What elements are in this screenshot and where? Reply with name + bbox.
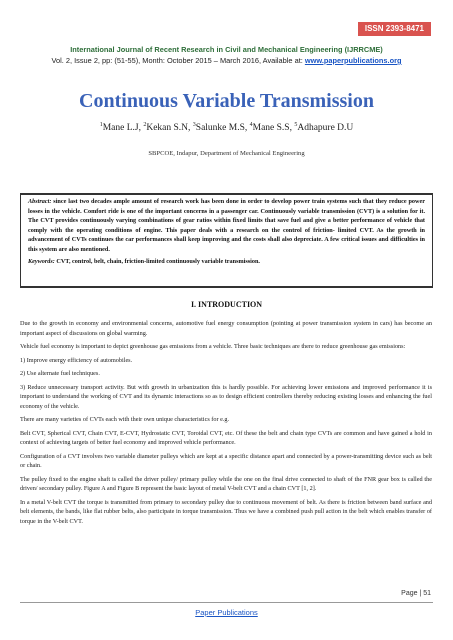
footer-divider (20, 602, 433, 603)
author-name: Adhapure D.U (297, 123, 354, 134)
body-paragraph: Due to the growth in economy and environmental concerns, automotive fuel energy consumption (pointing at power transmission system in cars) has become an important aspect of discussions on global warming. (20, 320, 432, 337)
abstract-box (20, 193, 433, 288)
keywords-paragraph (28, 257, 425, 267)
section-heading: I. INTRODUCTION (190, 300, 263, 309)
author-name: Mane L.J, (102, 123, 144, 134)
journal-info-text: Vol. 2, Issue 2, pp: (51-55), Month: October 2015 – March 2016, Available at: (51, 56, 305, 65)
author-sup: 3 (192, 122, 196, 128)
keywords-text: CVT, control, belt, chain, friction-limited continuously variable transmission. (54, 257, 260, 265)
body-paragraph: 1) Improve energy efficiency of automobiles. (20, 356, 133, 364)
body-paragraph: 2) Use alternate fuel techniques. (20, 370, 100, 377)
affiliation: SBPCOE, Indapur, Department of Mechanical Engineering (148, 150, 305, 157)
body-paragraph: There are many varieties of CVTs each with their own unique characteristics for e.g. (20, 416, 229, 423)
page-number: Page | 51 (401, 590, 431, 597)
abstract-label: Abstract: (28, 198, 52, 205)
journal-header (20, 44, 433, 66)
keywords-label: Keywords: (28, 257, 55, 265)
author-name: Kekan S.N, (146, 123, 193, 134)
author-name: Mane S.S, (252, 123, 295, 134)
abstract-text: since last two decades ample amount of research work has been done in order to develop power train systems such that they reduce power losses in the vehicle. Comfort ride is one of the important concerns in a passenger car. Continuously variable transmission (CVT) is a solution for it. The CVT provides continuously varying combinations of gear ratios within fixed limits that save fuel and give a better performance of vehicle that comply with the operating conditions of engine. This paper deals with a research on the control of friction- limited CVT. As the growth in advancement of CVTs continues the car performances shall keep improving and the costs shall also depreciate. A few critical issues and difficulties in this system are also mentioned. (28, 198, 425, 253)
journal-url-link[interactable]: www.paperpublications.org (304, 56, 402, 65)
author-sup: 1 (99, 122, 103, 128)
body-paragraph: The pulley fixed to the engine shaft is called the driver pulley/ primary pulley while the one on the final drive connected to shaft of the FNR gear box is called the driven/ secondary pulley. Figure A and Figure B represent the basic layout of metal V-belt CVT and a chain CVT [1, 2]. (20, 475, 432, 492)
body-paragraph: Vehicle fuel economy is important to depict greenhouse gas emissions from a vehicle. Three basic techniques are there to reduce greenhouse gas emissions: (20, 343, 406, 350)
issn-badge: ISSN 2393-8471 (358, 22, 431, 36)
author-sup: 5 (294, 122, 298, 128)
publisher-link[interactable]: Paper Publications (195, 608, 258, 617)
author-sup: 2 (143, 122, 147, 128)
author-name: Salunke M.S, (195, 123, 250, 134)
author-list (0, 122, 453, 133)
introduction-body (20, 319, 432, 530)
body-paragraph: 3) Reduce unnecessary transport activity. But with growth in urbanization this is hardly possible. For achieving lower emissions and improved performance it is important to understand the working of CVT and its dynamic interactions so as to design efficient controllers thereby reducing existing losses and enhancing the fuel economy of the vehicle. (20, 383, 432, 410)
body-paragraph: In a metal V-belt CVT the torque is transmitted from primary to secondary pulley due to continuous movement of belt. As there is friction between band surface and belt elements, the bands, like flat rubber belts, also participate in torque transmission. Thus we have a combined push pull action in the belt which enables transfer of torque in the V-belt CVT. (20, 498, 432, 525)
paper-title: Continuous Variable Transmission (79, 90, 374, 112)
journal-info (20, 55, 433, 66)
abstract-paragraph (28, 197, 425, 255)
body-paragraph: Belt CVT, Spherical CVT, Chain CVT, E-CVT, Hydrostatic CVT, Toroidal CVT, etc. Of these the belt and chain type CVTs are common and have gained a hold in context of achieving targets of better fuel economy and improved vehicle performance. (20, 429, 432, 446)
body-paragraph: Configuration of a CVT involves two variable diameter pulleys which are kept at a specific distance apart and connected by a power-transmitting device such as belt or chain. (20, 452, 432, 469)
author-sup: 4 (249, 122, 253, 128)
journal-name: International Journal of Recent Research in Civil and Mechanical Engineering (IJRRCME) (70, 45, 383, 54)
